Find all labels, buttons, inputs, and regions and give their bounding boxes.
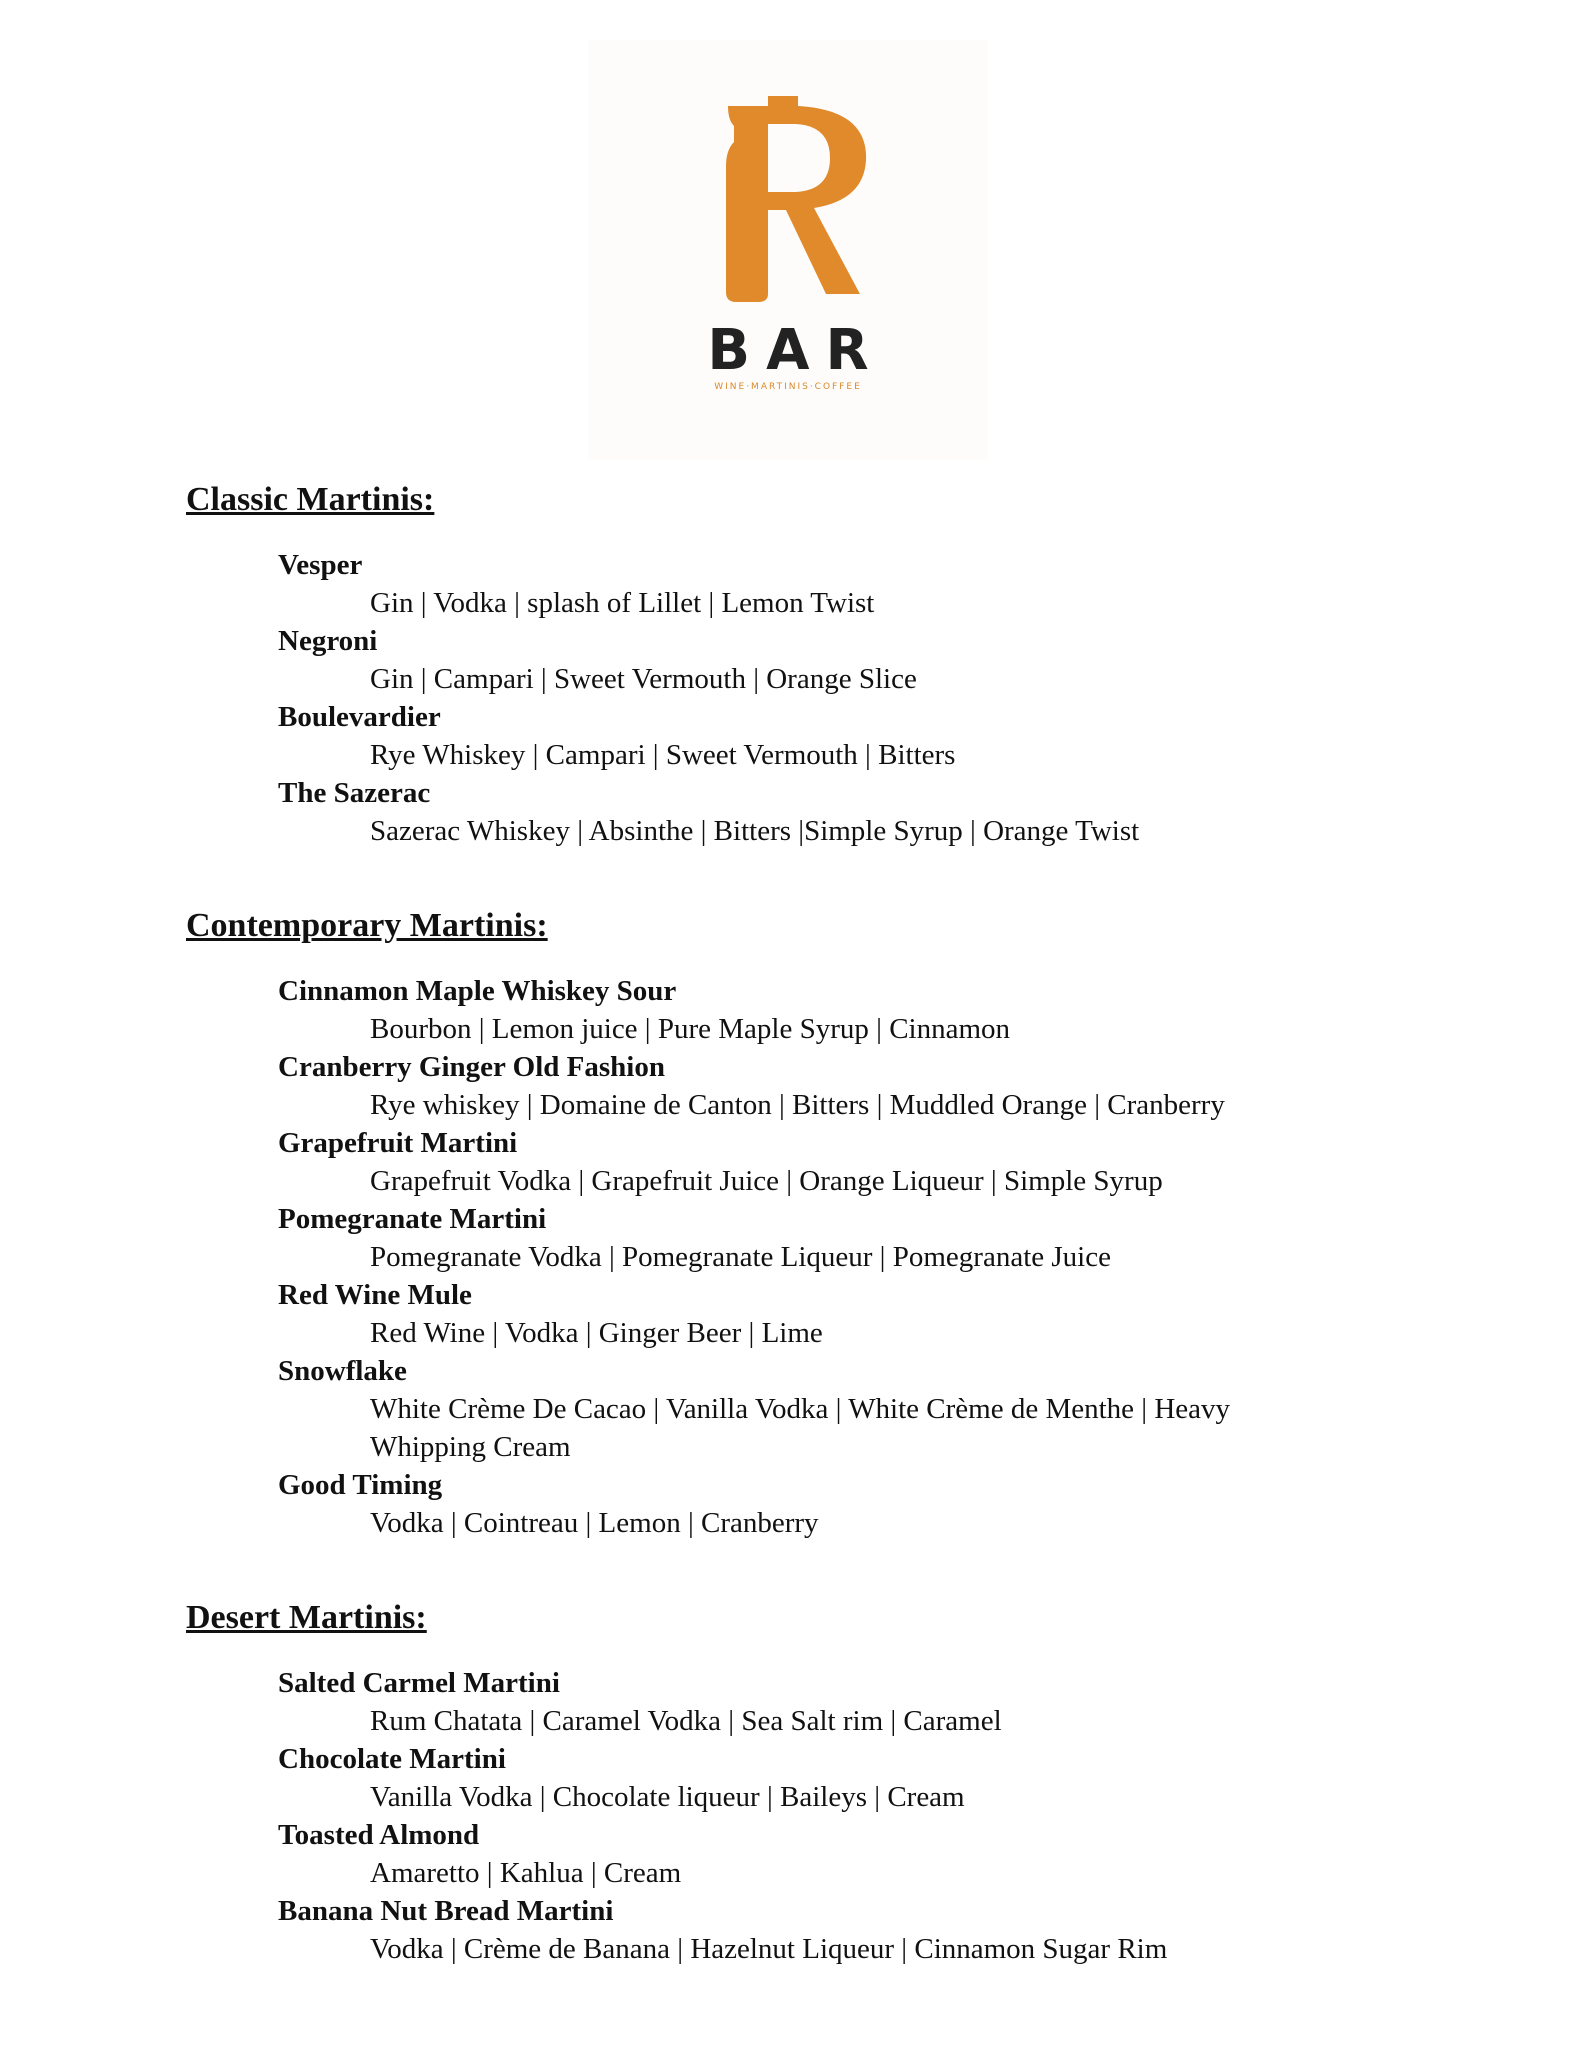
drink-ingredients: White Crème De Cacao | Vanilla Vodka | White Crème de Menthe | Heavy Whipping Cream bbox=[370, 1393, 1231, 1463]
section-title: Desert Martinis: bbox=[186, 1599, 427, 1636]
drink-ingredients: Grapefruit Vodka | Grapefruit Juice | Orange Liqueur | Simple Syrup bbox=[370, 1165, 1163, 1197]
drink-name: Banana Nut Bread Martini bbox=[278, 1895, 614, 1927]
drink-ingredients: Red Wine | Vodka | Ginger Beer | Lime bbox=[370, 1317, 823, 1349]
drink-item bbox=[278, 1276, 1406, 1352]
drink-ingredients: Amaretto | Kahlua | Cream bbox=[370, 1857, 682, 1889]
drink-name: Vesper bbox=[278, 549, 363, 581]
drink-ingredients: Gin | Vodka | splash of Lillet | Lemon Twist bbox=[370, 587, 875, 619]
section-title: Classic Martinis: bbox=[186, 481, 435, 518]
menu bbox=[186, 478, 1406, 2022]
drink-ingredients: Rye whiskey | Domaine de Canton | Bitters | Muddled Orange | Cranberry bbox=[370, 1089, 1225, 1121]
section-contemporary-martinis bbox=[186, 904, 1406, 1542]
drink-name: Salted Carmel Martini bbox=[278, 1667, 560, 1699]
drink-name: Chocolate Martini bbox=[278, 1743, 506, 1775]
drink-item bbox=[278, 972, 1406, 1048]
drink-name: Cinnamon Maple Whiskey Sour bbox=[278, 975, 677, 1007]
section-classic-martinis bbox=[186, 478, 1406, 850]
drink-ingredients: Vanilla Vodka | Chocolate liqueur | Baileys | Cream bbox=[370, 1781, 965, 1813]
drink-item bbox=[278, 1892, 1406, 1968]
drink-name: Cranberry Ginger Old Fashion bbox=[278, 1051, 665, 1083]
r-bottle-logo-icon bbox=[688, 96, 888, 306]
drink-item bbox=[278, 1816, 1406, 1892]
drink-name: Snowflake bbox=[278, 1355, 407, 1387]
drink-name: Grapefruit Martini bbox=[278, 1127, 518, 1159]
drink-item bbox=[278, 1124, 1406, 1200]
logo-bar-text: BAR bbox=[707, 318, 885, 383]
drink-ingredients: Vodka | Cointreau | Lemon | Cranberry bbox=[370, 1507, 819, 1539]
section-title: Contemporary Martinis: bbox=[186, 907, 548, 944]
drink-item bbox=[278, 1352, 1406, 1466]
logo-tagline: WINE·MARTINIS·COFFEE bbox=[714, 382, 862, 392]
drink-item bbox=[278, 1664, 1406, 1740]
drink-item bbox=[278, 622, 1406, 698]
drink-item bbox=[278, 1048, 1406, 1124]
drink-ingredients: Rye Whiskey | Campari | Sweet Vermouth | Bitters bbox=[370, 739, 956, 771]
drink-ingredients: Gin | Campari | Sweet Vermouth | Orange Slice bbox=[370, 663, 917, 695]
drink-name: Good Timing bbox=[278, 1469, 443, 1501]
drink-ingredients: Vodka | Crème de Banana | Hazelnut Liqueur | Cinnamon Sugar Rim bbox=[370, 1933, 1168, 1965]
drink-name: Pomegranate Martini bbox=[278, 1203, 547, 1235]
drink-ingredients: Sazerac Whiskey | Absinthe | Bitters |Simple Syrup | Orange Twist bbox=[370, 815, 1140, 847]
section-desert-martinis bbox=[186, 1596, 1406, 1968]
drink-item bbox=[278, 774, 1406, 850]
drink-name: Red Wine Mule bbox=[278, 1279, 472, 1311]
drink-item bbox=[278, 1740, 1406, 1816]
drink-item bbox=[278, 1466, 1406, 1542]
logo bbox=[588, 40, 988, 460]
drink-ingredients: Rum Chatata | Caramel Vodka | Sea Salt rim | Caramel bbox=[370, 1705, 1002, 1737]
drink-ingredients: Pomegranate Vodka | Pomegranate Liqueur | Pomegranate Juice bbox=[370, 1241, 1111, 1273]
drink-ingredients: Bourbon | Lemon juice | Pure Maple Syrup | Cinnamon bbox=[370, 1013, 1011, 1045]
drink-name: The Sazerac bbox=[278, 777, 431, 809]
drink-item bbox=[278, 546, 1406, 622]
drink-item bbox=[278, 698, 1406, 774]
drink-name: Negroni bbox=[278, 625, 378, 657]
drink-name: Boulevardier bbox=[278, 701, 441, 733]
drink-item bbox=[278, 1200, 1406, 1276]
drink-name: Toasted Almond bbox=[278, 1819, 480, 1851]
